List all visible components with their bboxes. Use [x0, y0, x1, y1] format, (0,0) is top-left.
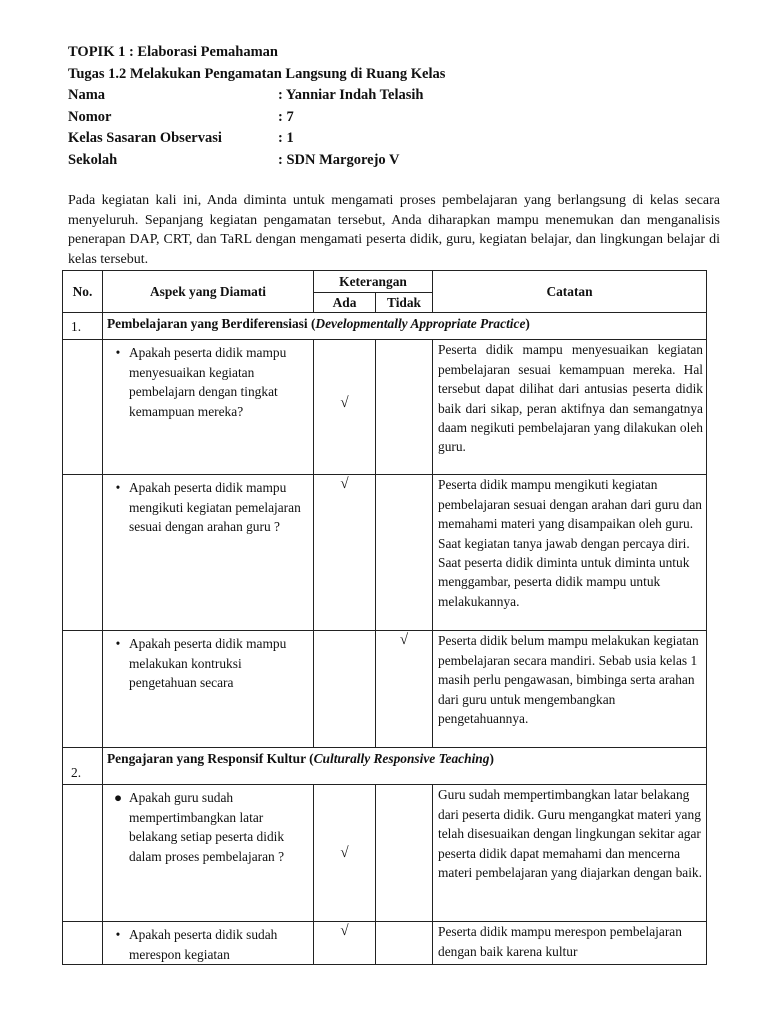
- ada-cell: √: [314, 785, 376, 922]
- bullet-icon: ●: [113, 790, 123, 806]
- table-row: [63, 631, 707, 748]
- bullet-icon: •: [115, 927, 121, 943]
- section-number: 1.: [63, 313, 103, 340]
- note-cell: Peserta didik mampu merespon pembelajaran dengan baik karena kultur: [433, 922, 707, 965]
- question-cell: [103, 922, 314, 965]
- empty-cell: [63, 922, 103, 965]
- empty-cell: [63, 475, 103, 631]
- tidak-cell: √: [376, 631, 433, 748]
- note-cell: Guru sudah mempertimbangkan latar belakang dari peserta didik. Guru mengangkat materi yang telah disesuaikan dengan lingkungan sekitar agar peserta didik dapat memahami dan mencerna materi pembelajaran yang diajarkan dengan baik.: [433, 785, 707, 922]
- table-row: [63, 922, 707, 965]
- document-header: [68, 42, 445, 172]
- table-row: [63, 785, 707, 922]
- topic-title: TOPIK 1 : Elaborasi Pemahaman: [68, 44, 278, 60]
- tidak-cell: [376, 475, 433, 631]
- question-cell: [103, 631, 314, 748]
- header-tidak: Tidak: [376, 293, 433, 313]
- field-value: : 1: [278, 130, 294, 147]
- section-title-end: ): [525, 316, 530, 332]
- field-class: [68, 128, 445, 150]
- intro-paragraph: Pada kegiatan kali ini, Anda diminta untuk mengamati proses pembelajaran yang berlangsung di kelas secara menyeluruh. Sepanjang kegiatan pengamatan tersebut, Anda diharapkan mampu menemukan dan menganalisis penerapan DAP, CRT, dan TaRL dengan mengamati peserta didik, guru, kegiatan belajar, dan lingkungan belajar di kelas tersebut.: [68, 193, 720, 267]
- field-label: Nama: [68, 87, 106, 104]
- section-title-italic: Developmentally Appropriate Practice: [315, 316, 526, 332]
- field-number: [68, 107, 445, 129]
- section-number: 2.: [63, 748, 103, 785]
- field-value: : Yanniar Indah Telasih: [278, 87, 424, 104]
- note-cell: Peserta didik belum mampu melakukan kegiatan pembelajaran secara mandiri. Sebab usia kelas 1 masih perlu pengawasan, bimbinga serta arahan dari guru untuk mengembangkan pengetahuannya.: [433, 631, 707, 748]
- bullet-icon: •: [115, 345, 121, 361]
- field-label: Nomor: [68, 108, 112, 125]
- tidak-cell: [376, 785, 433, 922]
- ada-cell: [314, 631, 376, 748]
- question-cell: [103, 785, 314, 922]
- section-title: [103, 313, 707, 340]
- section-title-end: ): [489, 751, 494, 767]
- empty-cell: [63, 631, 103, 748]
- header-keterangan: Keterangan: [314, 271, 433, 293]
- question-text: Apakah peserta didik mampu menyesuaikan kegiatan pembelajarn dengan tingkat kemampuan mereka?: [129, 345, 287, 419]
- question-cell: [103, 475, 314, 631]
- field-label: Kelas Sasaran Observasi: [68, 130, 222, 147]
- section-title: [103, 748, 707, 785]
- ada-cell: √: [314, 340, 376, 475]
- question-text: Apakah peserta didik sudah merespon kegiatan: [129, 927, 278, 962]
- empty-cell: [63, 340, 103, 475]
- field-label: Sekolah: [68, 151, 118, 168]
- bullet-icon: •: [115, 480, 121, 496]
- field-name: [68, 85, 445, 107]
- section-row: [63, 748, 707, 785]
- table-row: [63, 475, 707, 631]
- tidak-cell: [376, 340, 433, 475]
- observation-table: [62, 270, 707, 965]
- section-row: [63, 313, 707, 340]
- question-text: Apakah guru sudah mempertimbangkan latar belakang setiap peserta didik dalam proses pembelajaran ?: [129, 790, 285, 864]
- tidak-cell: [376, 922, 433, 965]
- task-title: Tugas 1.2 Melakukan Pengamatan Langsung di Ruang Kelas: [68, 65, 446, 82]
- table-row: [63, 340, 707, 475]
- header-ada: Ada: [314, 293, 376, 313]
- note-cell: Peserta didik mampu mengikuti kegiatan pembelajaran sesuai dengan arahan dari guru dan memahami materi yang disampaikan oleh guru. Saat kegiatan tanya jawab dengan percaya diri. Saat peserta didik diminta untuk diminta untuk menggambar, peserta didik mampu untuk melakukannya.: [433, 475, 707, 631]
- header-no: No.: [63, 271, 103, 313]
- question-text: Apakah peserta didik mampu melakukan kontruksi pengetahuan secara: [129, 636, 287, 691]
- header-catatan: Catatan: [433, 271, 707, 313]
- ada-cell: √: [314, 922, 376, 965]
- bullet-icon: •: [115, 636, 121, 652]
- empty-cell: [63, 785, 103, 922]
- section-title-italic: Culturally Responsive Teaching: [313, 751, 490, 767]
- note-cell: Peserta didik mampu menyesuaikan kegiatan pembelajaran sesuai kemampuan mereka. Hal tersebut dapat dilihat dari antusias peserta didik baik dari sikap, peran aktifnya dan semangatnya daam negikuti pembelajaran yang dilakukan oleh guru.: [433, 340, 707, 475]
- field-value: : 7: [278, 108, 294, 125]
- field-school: [68, 150, 445, 172]
- question-cell: [103, 340, 314, 475]
- field-value: : SDN Margorejo V: [278, 151, 400, 168]
- section-title-text: Pengajaran yang Responsif Kultur (: [107, 751, 314, 767]
- question-text: Apakah peserta didik mampu mengikuti kegiatan pemelajaran sesuai dengan arahan guru ?: [129, 480, 301, 535]
- header-aspect: Aspek yang Diamati: [103, 271, 314, 313]
- ada-cell: √: [314, 475, 376, 631]
- table-header-row: [63, 271, 707, 293]
- section-title-text: Pembelajaran yang Berdiferensiasi (: [107, 316, 316, 332]
